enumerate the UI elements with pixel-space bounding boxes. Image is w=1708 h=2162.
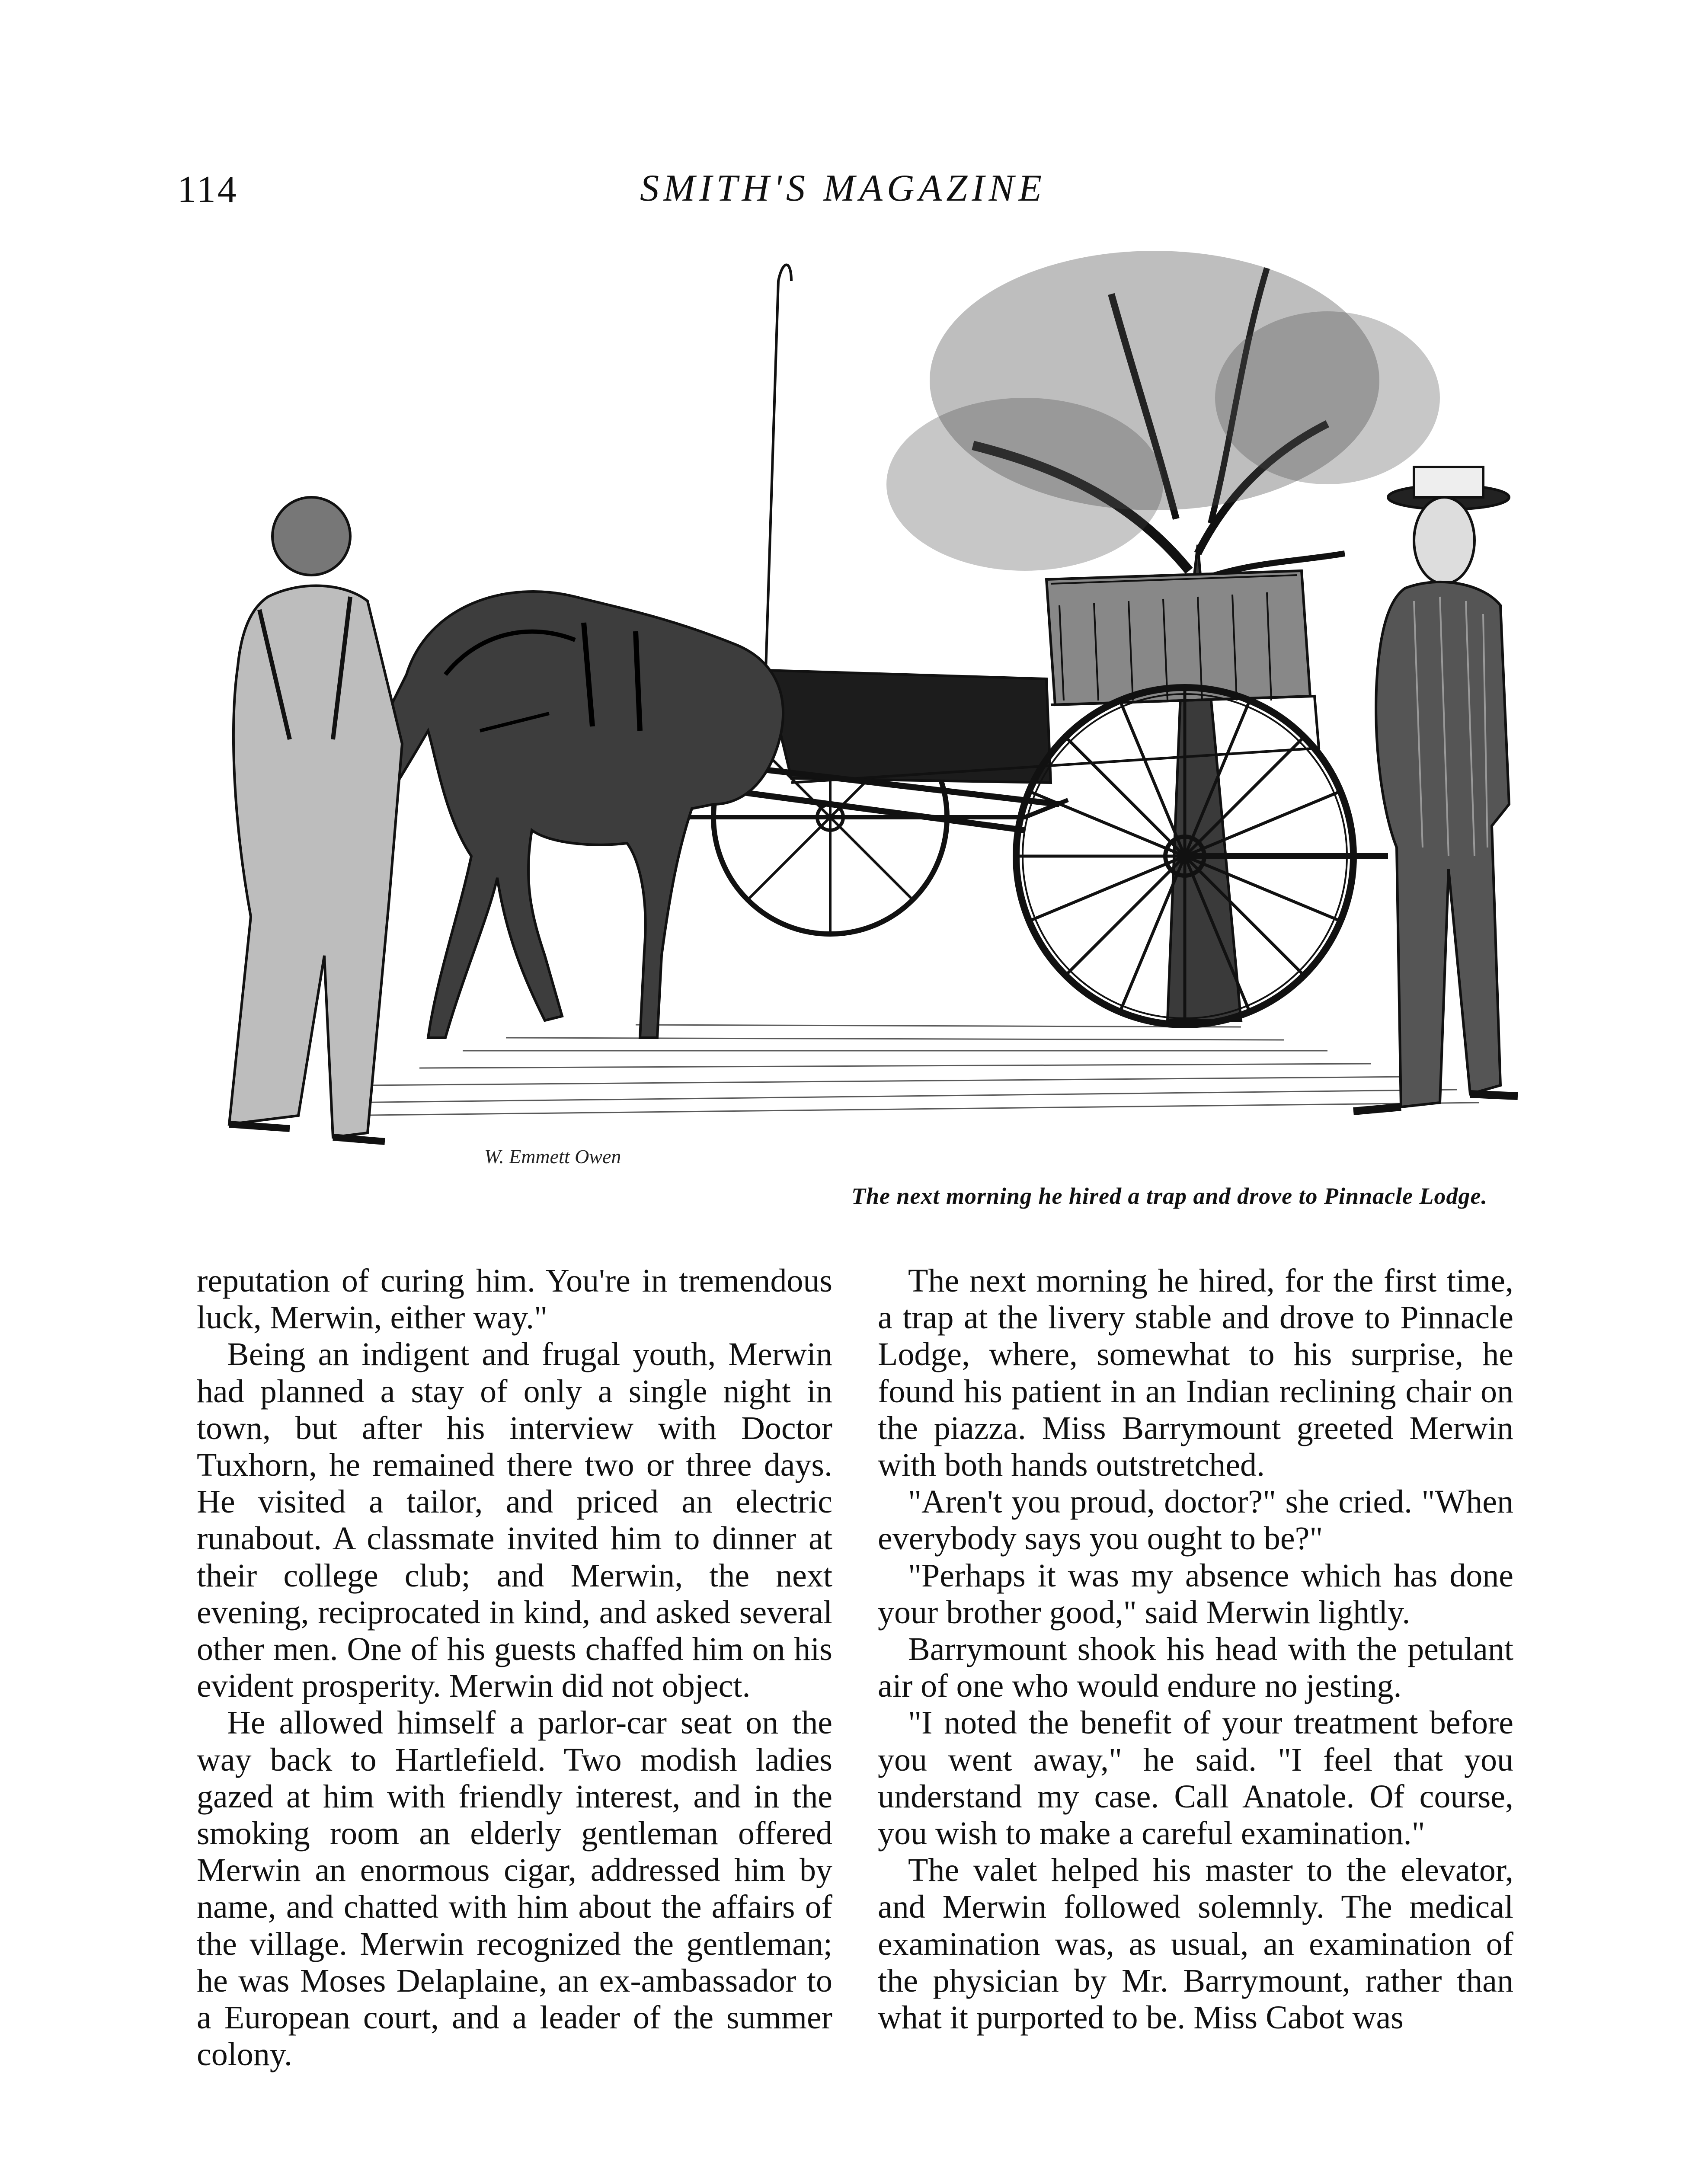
- whip: [765, 265, 791, 684]
- magazine-title: SMITH'S MAGAZINE: [640, 167, 1046, 209]
- paragraph: The valet helped his master to the elevator, and Merwin followed solemnly. The medical examination was, as usual, an examination of the physician by Mr. Barrymount, rather than what it purported to be. Miss Cabot was: [878, 1852, 1513, 2036]
- paragraph: He allowed himself a parlor-car seat on the way back to Hartlefield. Two modish ladies gazed at him with friendly interest, and in the smoking room an elderly gentleman offered Merwin an enormous cigar, addressed him by name, and chatted with him about the affairs of the village. Merwin recognized the gentleman; he was Moses Delaplaine, an ex-ambassador to a European court, and a leader of the summer colony.: [197, 1705, 832, 2073]
- gentleman-figure: [1353, 467, 1518, 1111]
- page-number: 114: [177, 169, 238, 211]
- paragraph: "Aren't you proud, doctor?" she cried. "When everybody says you ought to be?": [878, 1484, 1513, 1557]
- groom-figure: [229, 497, 402, 1142]
- left-text-column: [197, 1263, 832, 2073]
- right-text-column: [878, 1263, 1513, 2036]
- ground-shadow: [333, 1025, 1479, 1116]
- paragraph: The next morning he hired, for the first time, a trap at the livery stable and drove to Pinnacle Lodge, where, somewhat to his surprise, he found his patient in an Indian reclining chair on the piazza. Miss Barrymount greeted Merwin with both hands outstretched.: [878, 1263, 1513, 1484]
- horse: [346, 592, 783, 1038]
- artist-signature: W. Emmett Owen: [484, 1145, 621, 1167]
- paragraph: "I noted the benefit of your treatment before you went away," he said. "I feel that you understand my case. Call Anatole. Of course, you wish to make a careful examination.": [878, 1705, 1513, 1852]
- illustration-horse-and-trap: [203, 242, 1526, 1172]
- illustration-drawing: [203, 242, 1526, 1172]
- paragraph: Barrymount shook his head with the petulant air of one who would endure no jesting.: [878, 1631, 1513, 1705]
- paragraph: reputation of curing him. You're in tremendous luck, Merwin, either way.": [197, 1263, 832, 1336]
- illustration-caption: The next morning he hired a trap and drove to Pinnacle Lodge.: [851, 1183, 1487, 1209]
- paragraph: "Perhaps it was my absence which has done your brother good," said Merwin lightly.: [878, 1557, 1513, 1631]
- paragraph: Being an indigent and frugal youth, Merwin had planned a stay of only a single night in town, but after his interview with Doctor Tuxhorn, he remained there two or three days. He visited a tailor, and priced an electric runabout. A classmate invited him to dinner at their college club; and Merwin, the next evening, reciprocated in kind, and asked several other men. One of his guests chaffed him on his evident prosperity. Merwin did not object.: [197, 1336, 832, 1705]
